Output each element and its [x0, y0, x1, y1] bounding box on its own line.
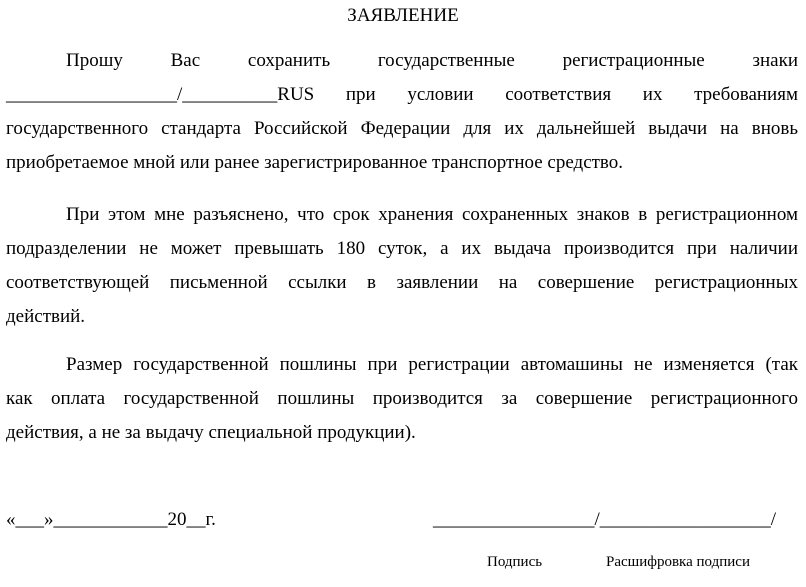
paragraph-line: приобретаемое мной или ранее зарегистрированное транспортное средство. — [6, 152, 624, 173]
paragraph-line: подразделении не может превышать 180 суток, а их выдача производится при наличии — [6, 238, 798, 259]
signature-label: Подпись — [487, 554, 543, 570]
paragraph-line: действий. — [6, 306, 86, 327]
paragraph-line: При этом мне разъяснено, что срок хранения сохраненных знаков в регистрационном — [66, 204, 798, 225]
document-title: ЗАЯВЛЕНИЕ — [347, 5, 459, 26]
paragraph-line: действия, а не за выдачу специальной продукции). — [6, 422, 416, 443]
paragraph-line: __________________/__________RUS при условии соответствия их требованиям — [6, 84, 798, 105]
date-field: «___»____________20__г. — [6, 509, 216, 530]
paragraph-line: Размер государственной пошлины при регистрации автомашины не изменяется (так — [66, 354, 798, 375]
signature-field: _________________/__________________/ — [433, 509, 777, 530]
paragraph-request — [6, 44, 798, 180]
paragraph-line: государственного стандарта Российской Федерации для их дальнейшей выдачи на вновь — [6, 118, 798, 139]
paragraph-fee — [6, 348, 798, 450]
paragraph-line: соответствующей письменной ссылки в заявлении на совершение регистрационных — [6, 272, 798, 293]
paragraph-line: Прошу Вас сохранить государственные регистрационные знаки — [66, 50, 798, 71]
signature-decode-label: Расшифровка подписи — [606, 554, 750, 570]
paragraph-line: как оплата государственной пошлины производится за совершение регистрационного — [6, 388, 798, 409]
paragraph-storage-terms — [6, 198, 798, 334]
